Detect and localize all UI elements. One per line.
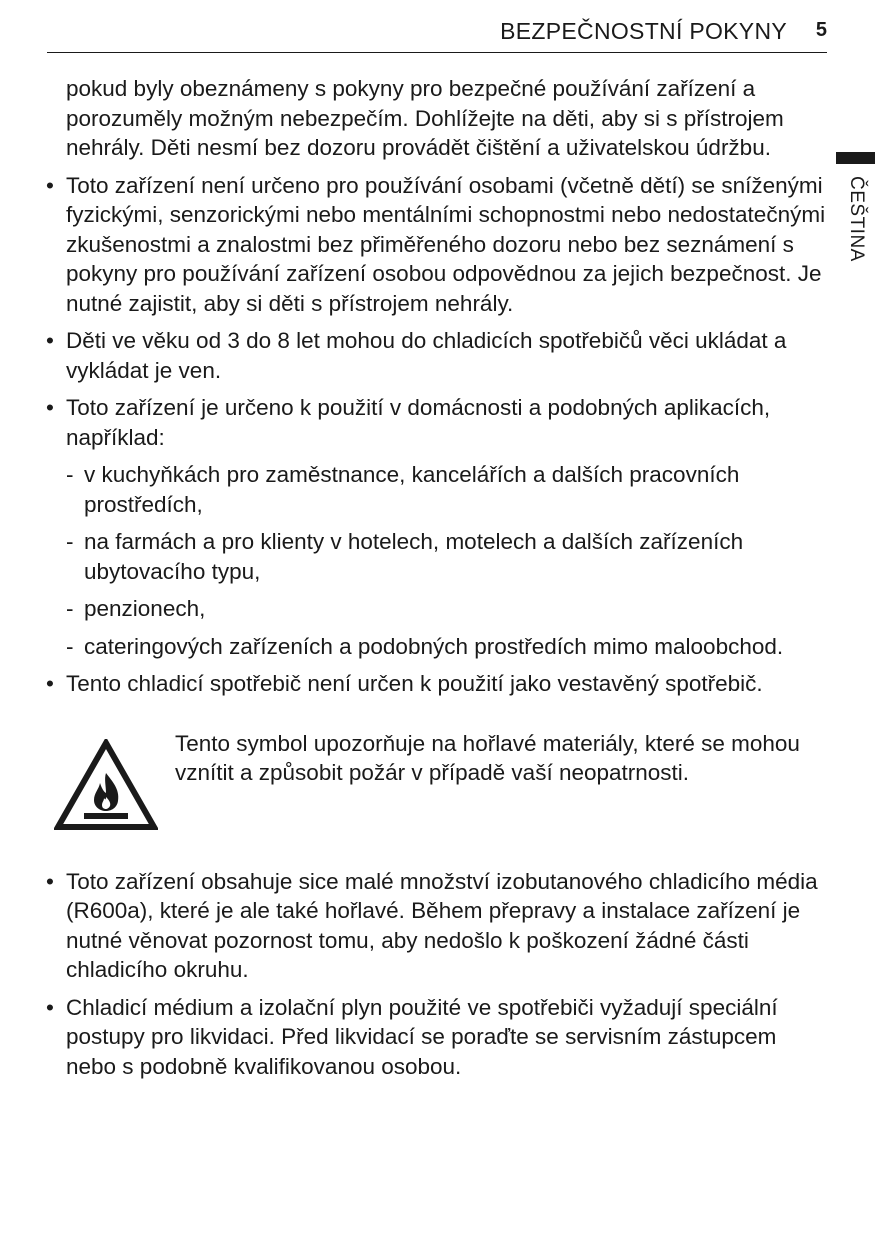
section-title: BEZPEČNOSTNÍ POKYNY [500, 18, 787, 44]
page-number: 5 [815, 19, 827, 41]
bullet-icon: • [46, 868, 54, 894]
flammable-warning-icon [54, 739, 158, 831]
list-item-text: Toto zařízení obsahuje sice malé množství izobutanového chladicího média (R600a), které je ale také hořlavé. Během přepravy a instalace zařízení je nutné věnovat pozornost tomu, aby nedošlo k poškození žádné části chladicího okruhu. [66, 868, 818, 982]
sublist-item-text: cateringových zařízeních a podobných prostředích mimo maloobchod. [84, 633, 784, 659]
sublist-item-text: v kuchyňkách pro zaměstnance, kancelářích a dalších pracovních prostředích, [84, 462, 740, 517]
list-item [46, 393, 831, 661]
sublist-item [66, 594, 831, 624]
bullet-icon: • [46, 994, 54, 1020]
warning-text: Tento symbol upozorňuje na hořlavé materiály, které se mohou vznítit a způsobit požár v případě vaší neopatrnosti. [175, 730, 800, 785]
page-header [47, 14, 827, 53]
sublist-item-text: na farmách a pro klienty v hotelech, motelech a dalších zařízeních ubytovacího typu, [84, 529, 744, 584]
list-item [46, 171, 831, 319]
list-item-text: Chladicí médium a izolační plyn použité ve spotřebiči vyžadují speciální postupy pro likvidaci. Před likvidací se poraďte se servisním zástupcem nebo s podobně kvalifikovanou osobou. [66, 994, 778, 1079]
usage-sublist [66, 460, 831, 661]
sublist-item [66, 632, 831, 662]
bullet-icon: • [46, 172, 54, 198]
list-item [46, 867, 831, 985]
flammable-warning-block [46, 729, 831, 845]
bullet-icon: • [46, 328, 54, 353]
page-content [46, 74, 831, 1089]
list-item-text: Děti ve věku od 3 do 8 let mohou do chladicích spotřebičů věci ukládat a vykládat je ven. [66, 328, 787, 383]
list-item-text: Toto zařízení není určeno pro používání osobami (včetně dětí) se sníženými fyzickými, senzorickými nebo mentálními schopnostmi nebo nedostatečnými zkušenostmi a znalostmi bez přiměřeného dozoru nebo bez seznámení s pokyny pro používání zařízení osobou odpovědnou za jejich bezpečnost. Je nutné zajistit, aby si děti s přístrojem nehrály. [66, 172, 826, 316]
list-item [46, 669, 831, 699]
dash-icon: - [66, 633, 74, 659]
bullet-icon: • [46, 395, 54, 420]
sublist-item [66, 527, 831, 586]
sublist-item-text: penzionech, [84, 596, 206, 621]
list-item-text: Toto zařízení je určeno k použití v domácnosti a podobných aplikacích, například: [66, 395, 771, 450]
language-tab-marker [836, 152, 875, 164]
intro-paragraph: pokud byly obeznámeny s pokyny pro bezpečné používání zařízení a porozuměly možným nebezpečím. Dohlížejte na děti, aby si s přístrojem nehrály. Děti nesmí bez dozoru provádět čištění a uživatelskou údržbu. [66, 76, 784, 160]
list-item [46, 326, 831, 385]
dash-icon: - [66, 462, 74, 487]
dash-icon: - [66, 529, 74, 554]
sublist-item [66, 460, 831, 519]
list-item [46, 993, 831, 1082]
list-item-text: Tento chladicí spotřebič není určen k použití jako vestavěný spotřebič. [66, 671, 763, 696]
dash-icon: - [66, 596, 74, 621]
language-tab-label: ČEŠTINA [846, 176, 867, 262]
bullet-icon: • [46, 671, 54, 696]
